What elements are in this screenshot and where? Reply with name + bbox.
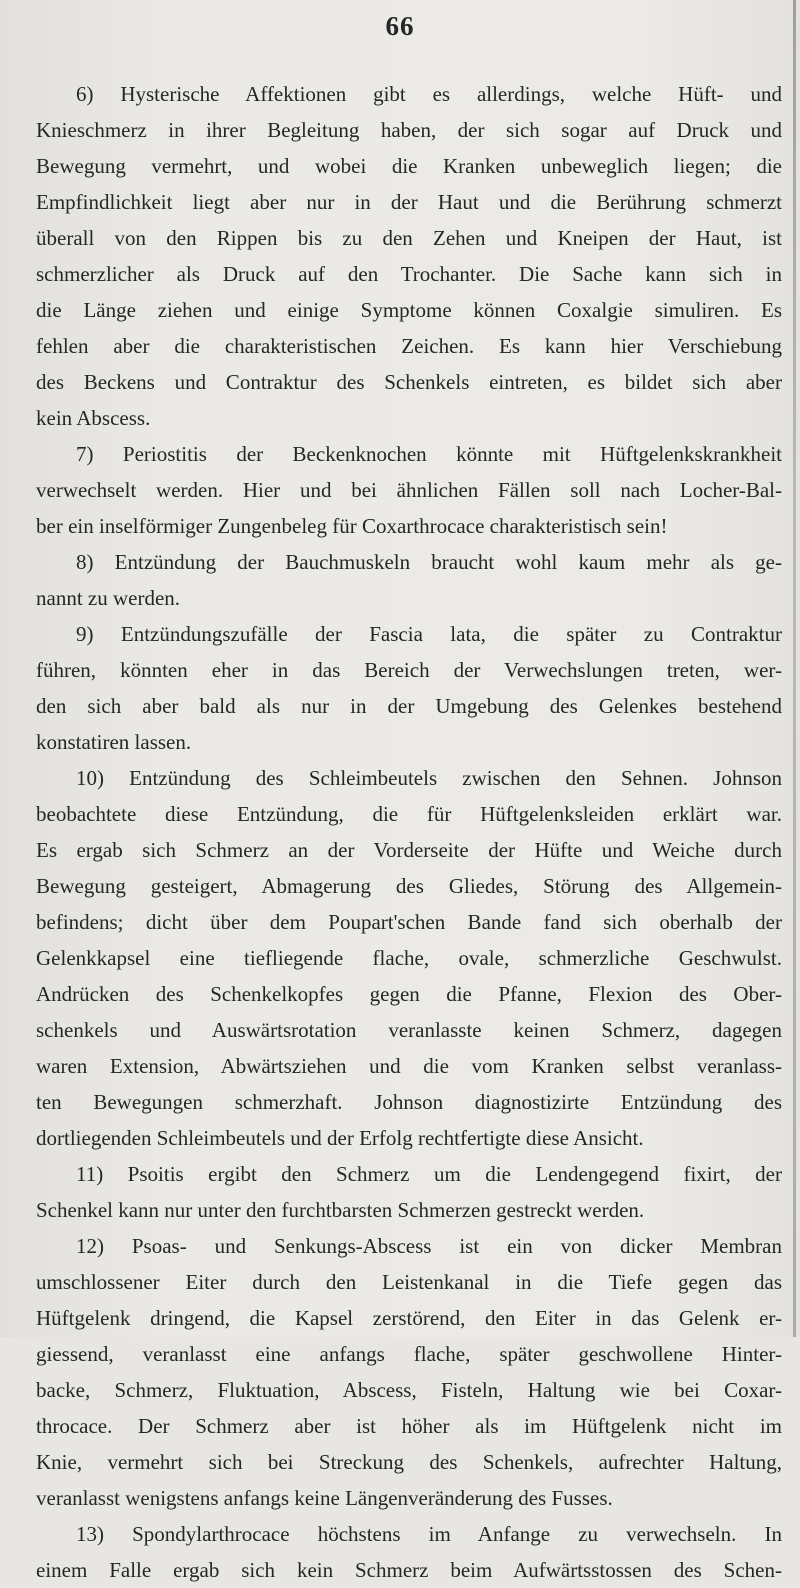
text-line: waren Extension, Abwärtsziehen und die vom Kranken selbst veranlass- [36, 1054, 782, 1078]
text-line: Bewegung gesteigert, Abmagerung des Gliedes, Störung des Allgemein- [36, 874, 782, 898]
text-line: verwechselt werden. Hier und bei ähnlichen Fällen soll nach Locher-Bal- [36, 478, 782, 502]
text-line: Schenkel kann nur unter den furchtbarsten Schmerzen gestreckt werden. [36, 1198, 645, 1222]
text-line: nannt zu werden. [36, 586, 181, 610]
text-line: veranlasst wenigstens anfangs keine Längenveränderung des Fusses. [36, 1486, 613, 1510]
text-line: 9) Entzündungszufälle der Fascia lata, die später zu Contraktur [76, 622, 782, 646]
text-line: 6) Hysterische Affektionen gibt es allerdings, welche Hüft- und [76, 82, 782, 106]
text-line: die Länge ziehen und einige Symptome können Coxalgie simuliren. Es [36, 298, 782, 322]
text-line: überall von den Rippen bis zu den Zehen und Kneipen der Haut, ist [36, 226, 782, 250]
page-edge-shadow [793, 0, 796, 1337]
text-line: schmerzlicher als Druck auf den Trochanter. Die Sache kann sich in [36, 262, 782, 286]
text-line: 10) Entzündung des Schleimbeutels zwischen den Sehnen. Johnson [76, 766, 782, 790]
text-line: 11) Psoitis ergibt den Schmerz um die Lendengegend fixirt, der [76, 1162, 782, 1186]
page-number: 66 [385, 11, 415, 41]
text-line: dortliegenden Schleimbeutels und der Erfolg rechtfertigte diese Ansicht. [36, 1126, 644, 1150]
text-line: befindens; dicht über dem Poupart'schen Bande fand sich oberhalb der [36, 910, 782, 934]
text-line: Gelenkkapsel eine tiefliegende flache, ovale, schmerzliche Geschwulst. [36, 946, 782, 970]
text-line: throcace. Der Schmerz aber ist höher als im Hüftgelenk nicht im [36, 1414, 782, 1438]
text-line: den sich aber bald als nur in der Umgebung des Gelenkes bestehend [36, 694, 782, 718]
text-line: Knie, vermehrt sich bei Streckung des Schenkels, aufrechter Haltung, [36, 1450, 782, 1474]
text-line: umschlossener Eiter durch den Leistenkanal in die Tiefe gegen das [36, 1270, 782, 1294]
text-line: beobachtete diese Entzündung, die für Hüftgelenksleiden erklärt war. [36, 802, 782, 826]
text-line: 8) Entzündung der Bauchmuskeln braucht wohl kaum mehr als ge- [76, 550, 782, 574]
text-line: Hüftgelenk dringend, die Kapsel zerstörend, den Eiter in das Gelenk er- [36, 1306, 782, 1330]
text-line: Bewegung vermehrt, und wobei die Kranken unbeweglich liegen; die [36, 154, 782, 178]
text-line: 13) Spondylarthrocace höchstens im Anfange zu verwechseln. In [76, 1522, 782, 1546]
text-line: Knieschmerz in ihrer Begleitung haben, der sich sogar auf Druck und [36, 118, 782, 142]
text-line: backe, Schmerz, Fluktuation, Abscess, Fisteln, Haltung wie bei Coxar- [36, 1378, 782, 1402]
text-line: des Beckens und Contraktur des Schenkels eintreten, es bildet sich aber [36, 370, 782, 394]
text-line: Empfindlichkeit liegt aber nur in der Haut und die Berührung schmerzt [36, 190, 782, 214]
text-line: ten Bewegungen schmerzhaft. Johnson diagnostizirte Entzündung des [36, 1090, 782, 1114]
text-line: Andrücken des Schenkelkopfes gegen die Pfanne, Flexion des Ober- [36, 982, 782, 1006]
text-line: konstatiren lassen. [36, 730, 192, 754]
text-line: ber ein inselförmiger Zungenbeleg für Coxarthrocace charakteristisch sein! [36, 514, 668, 538]
text-line: kein Abscess. [36, 406, 151, 430]
text-line: giessend, veranlasst eine anfangs flache, später geschwollene Hinter- [36, 1342, 782, 1366]
text-line: Es ergab sich Schmerz an der Vorderseite der Hüfte und Weiche durch [36, 838, 782, 862]
text-line: schenkels und Auswärtsrotation veranlasste keinen Schmerz, dagegen [36, 1018, 782, 1042]
text-line: fehlen aber die charakteristischen Zeichen. Es kann hier Verschiebung [36, 334, 782, 358]
body-text [36, 76, 782, 1588]
text-line: führen, könnten eher in das Bereich der Verwechslungen treten, wer- [36, 658, 782, 682]
text-line: einem Falle ergab sich kein Schmerz beim Aufwärtsstossen des Schen- [36, 1558, 782, 1582]
text-line: 12) Psoas- und Senkungs-Abscess ist ein von dicker Membran [76, 1234, 782, 1258]
text-line: 7) Periostitis der Beckenknochen könnte mit Hüftgelenkskrankheit [76, 442, 782, 466]
